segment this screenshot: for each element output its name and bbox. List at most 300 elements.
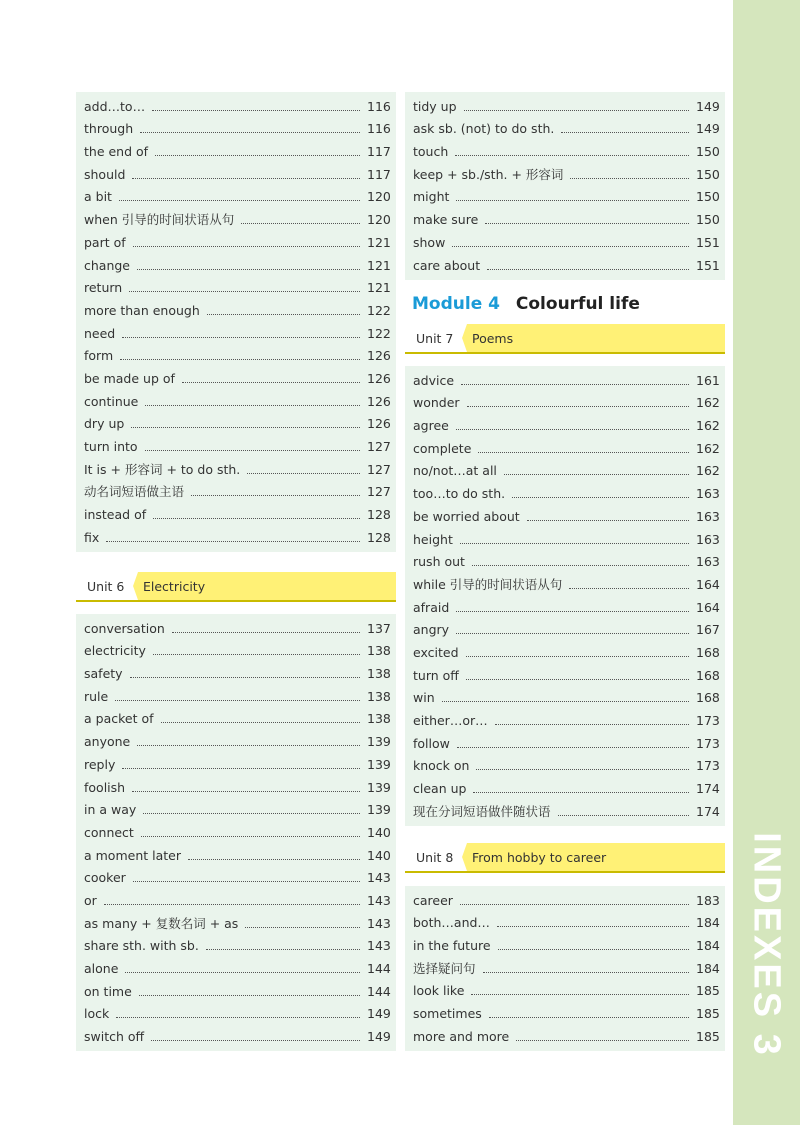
dot-leader bbox=[473, 792, 689, 793]
side-label: INDEXES 3 bbox=[745, 832, 788, 1058]
dot-leader bbox=[495, 724, 689, 725]
index-entry bbox=[84, 253, 389, 276]
entry-term: when 引导的时间状语从句 bbox=[84, 212, 235, 228]
dot-leader bbox=[457, 747, 689, 748]
entry-term: might bbox=[413, 189, 450, 205]
index-entry bbox=[413, 207, 718, 230]
index-entry bbox=[84, 502, 389, 525]
entry-term: the end of bbox=[84, 144, 149, 160]
entry-term: alone bbox=[84, 961, 119, 976]
entry-term: anyone bbox=[84, 734, 131, 750]
index-entry bbox=[413, 527, 718, 550]
dot-leader bbox=[476, 769, 689, 770]
unit-title: From hobby to career bbox=[472, 850, 607, 865]
entry-term: as many + 复数名词 + as bbox=[84, 915, 239, 931]
dot-leader bbox=[104, 904, 360, 905]
index-entry bbox=[413, 911, 718, 934]
entry-term: a bit bbox=[84, 189, 112, 205]
entry-term: cooker bbox=[84, 870, 126, 886]
index-entry bbox=[413, 686, 718, 709]
entry-page-number: 121 bbox=[367, 234, 391, 250]
entry-page-number: 162 bbox=[696, 418, 720, 434]
entry-term: part of bbox=[84, 234, 126, 250]
index-entry bbox=[413, 550, 718, 573]
index-entry bbox=[413, 459, 718, 482]
index-entry bbox=[84, 321, 389, 344]
entry-term: 现在分词短语做伴随状语 bbox=[413, 803, 551, 819]
index-entry bbox=[84, 843, 389, 866]
entry-term: ask sb. (not) to do sth. bbox=[413, 121, 555, 137]
entry-term: rule bbox=[84, 688, 109, 704]
index-entry bbox=[413, 504, 718, 527]
entry-page-number: 139 bbox=[367, 734, 391, 750]
index-entry bbox=[413, 413, 718, 436]
index-entry bbox=[413, 230, 718, 253]
entry-term: connect bbox=[84, 824, 134, 840]
unit-title: Poems bbox=[472, 331, 514, 346]
entry-term: care about bbox=[413, 257, 481, 273]
entry-page-number: 117 bbox=[367, 166, 391, 182]
entry-page-number: 164 bbox=[696, 576, 720, 592]
entry-term: sometimes bbox=[413, 1006, 482, 1022]
index-entry bbox=[84, 480, 389, 503]
dot-leader bbox=[132, 178, 360, 179]
dot-leader bbox=[120, 359, 360, 360]
entry-page-number: 137 bbox=[367, 620, 391, 636]
dot-leader bbox=[133, 246, 360, 247]
index-entry bbox=[413, 253, 718, 276]
entry-term: 选择疑问句 bbox=[413, 960, 476, 976]
entry-page-number: 164 bbox=[696, 599, 720, 615]
index-entry bbox=[413, 1024, 718, 1047]
index-entry bbox=[413, 979, 718, 1002]
dot-leader bbox=[466, 656, 689, 657]
unit-number: Unit 6 bbox=[87, 579, 125, 594]
entry-page-number: 127 bbox=[367, 484, 391, 500]
entry-page-number: 140 bbox=[367, 824, 391, 840]
index-entry bbox=[84, 207, 389, 230]
entry-term: tidy up bbox=[413, 98, 457, 114]
entry-page-number: 143 bbox=[367, 915, 391, 931]
entry-page-number: 173 bbox=[696, 735, 720, 751]
entry-page-number: 117 bbox=[367, 144, 391, 160]
index-entry bbox=[84, 230, 389, 253]
dot-leader bbox=[561, 132, 689, 133]
entry-term: a packet of bbox=[84, 711, 154, 727]
entry-term: in the future bbox=[413, 938, 491, 954]
index-entry bbox=[413, 618, 718, 641]
dot-leader bbox=[172, 632, 360, 633]
entry-page-number: 150 bbox=[696, 166, 720, 182]
entry-page-number: 163 bbox=[696, 531, 720, 547]
dot-leader bbox=[497, 926, 689, 927]
unit-7-header bbox=[405, 324, 725, 354]
index-entry bbox=[413, 572, 718, 595]
dot-leader bbox=[141, 836, 360, 837]
dot-leader bbox=[137, 269, 360, 270]
entry-page-number: 116 bbox=[367, 98, 391, 114]
entry-page-number: 163 bbox=[696, 554, 720, 570]
dot-leader bbox=[206, 949, 360, 950]
entry-page-number: 128 bbox=[367, 529, 391, 545]
dot-leader bbox=[570, 178, 689, 179]
index-list-left-2 bbox=[76, 614, 396, 1051]
entry-term: return bbox=[84, 280, 123, 296]
entry-page-number: 138 bbox=[367, 666, 391, 682]
index-entry bbox=[84, 798, 389, 821]
dot-leader bbox=[145, 405, 360, 406]
entry-page-number: 149 bbox=[696, 121, 720, 137]
entry-term: be made up of bbox=[84, 370, 175, 386]
dot-leader bbox=[241, 223, 360, 224]
index-entry bbox=[413, 933, 718, 956]
entry-page-number: 138 bbox=[367, 711, 391, 727]
entry-term: more and more bbox=[413, 1028, 510, 1044]
entry-term: win bbox=[413, 690, 435, 706]
dot-leader bbox=[489, 1017, 689, 1018]
entry-page-number: 184 bbox=[696, 960, 720, 976]
entry-page-number: 168 bbox=[696, 644, 720, 660]
entry-term: form bbox=[84, 348, 114, 364]
dot-leader bbox=[106, 541, 360, 542]
entry-page-number: 126 bbox=[367, 393, 391, 409]
index-entry bbox=[413, 117, 718, 140]
entry-term: fix bbox=[84, 529, 100, 545]
entry-term: more than enough bbox=[84, 302, 200, 318]
entry-page-number: 161 bbox=[696, 372, 720, 388]
entry-page-number: 173 bbox=[696, 713, 720, 728]
dot-leader bbox=[456, 429, 689, 430]
dot-leader bbox=[161, 722, 360, 723]
entry-page-number: 167 bbox=[696, 622, 720, 638]
entry-term: a moment later bbox=[84, 847, 181, 863]
entry-term: angry bbox=[413, 622, 450, 638]
entry-page-number: 144 bbox=[367, 983, 391, 999]
entry-page-number: 162 bbox=[696, 395, 720, 411]
dot-leader bbox=[456, 611, 689, 612]
entry-page-number: 121 bbox=[367, 280, 391, 296]
index-list-right-2 bbox=[405, 366, 725, 826]
entry-page-number: 151 bbox=[696, 234, 720, 250]
entry-page-number: 162 bbox=[696, 440, 720, 456]
entry-page-number: 168 bbox=[696, 690, 720, 706]
index-entry bbox=[84, 775, 389, 798]
dot-leader bbox=[456, 633, 689, 634]
index-entry bbox=[84, 820, 389, 843]
dot-leader bbox=[467, 406, 689, 407]
entry-page-number: 126 bbox=[367, 348, 391, 364]
entry-term: in a way bbox=[84, 802, 137, 818]
index-entry bbox=[84, 616, 389, 639]
dot-leader bbox=[512, 497, 689, 498]
entry-page-number: 127 bbox=[367, 461, 391, 477]
index-entry bbox=[84, 162, 389, 185]
entry-term: no/not…at all bbox=[413, 463, 497, 479]
dot-leader bbox=[140, 132, 360, 133]
entry-term: lock bbox=[84, 1006, 110, 1022]
dot-leader bbox=[143, 813, 360, 814]
entry-page-number: 127 bbox=[367, 439, 391, 454]
entry-term: complete bbox=[413, 440, 472, 456]
index-entry bbox=[84, 934, 389, 957]
entry-page-number: 139 bbox=[367, 756, 391, 772]
dot-leader bbox=[129, 291, 360, 292]
index-entry bbox=[413, 94, 718, 117]
entry-page-number: 174 bbox=[696, 803, 720, 819]
entry-page-number: 173 bbox=[696, 758, 720, 774]
dot-leader bbox=[516, 1040, 689, 1041]
index-entry bbox=[84, 866, 389, 889]
dot-leader bbox=[460, 904, 689, 905]
entry-page-number: 185 bbox=[696, 1006, 720, 1022]
entry-page-number: 183 bbox=[696, 892, 720, 908]
entry-term: be worried about bbox=[413, 508, 520, 524]
entry-term: 动名词短语做主语 bbox=[84, 484, 185, 500]
unit-number: Unit 8 bbox=[416, 850, 454, 865]
index-entry bbox=[84, 139, 389, 162]
dot-leader bbox=[460, 543, 689, 544]
entry-page-number: 139 bbox=[367, 802, 391, 818]
entry-term: change bbox=[84, 257, 131, 273]
dot-leader bbox=[472, 565, 689, 566]
index-entry bbox=[413, 481, 718, 504]
entry-page-number: 126 bbox=[367, 370, 391, 386]
index-list-right-3 bbox=[405, 886, 725, 1051]
entry-page-number: 149 bbox=[367, 1029, 391, 1045]
index-entry bbox=[84, 1002, 389, 1025]
entry-page-number: 174 bbox=[696, 781, 720, 797]
entry-term: safety bbox=[84, 666, 123, 682]
dot-leader bbox=[130, 677, 360, 678]
dot-leader bbox=[466, 679, 689, 680]
entry-page-number: 144 bbox=[367, 961, 391, 976]
dot-leader bbox=[131, 427, 360, 428]
entry-term: both…and… bbox=[413, 915, 490, 931]
entry-page-number: 162 bbox=[696, 463, 720, 479]
dot-leader bbox=[132, 791, 360, 792]
dot-leader bbox=[471, 994, 689, 995]
index-entry bbox=[84, 434, 389, 457]
index-entry bbox=[413, 640, 718, 663]
unit-6-header bbox=[76, 572, 396, 602]
entry-page-number: 120 bbox=[367, 212, 391, 228]
entry-term: show bbox=[413, 234, 446, 250]
index-entry bbox=[84, 525, 389, 548]
index-entry bbox=[84, 117, 389, 140]
index-entry bbox=[84, 752, 389, 775]
dot-leader bbox=[247, 473, 360, 474]
index-entry bbox=[84, 344, 389, 367]
entry-term: follow bbox=[413, 735, 450, 751]
entry-term: touch bbox=[413, 144, 449, 160]
entry-term: career bbox=[413, 892, 453, 908]
index-entry bbox=[84, 94, 389, 117]
entry-page-number: 168 bbox=[696, 667, 720, 683]
entry-page-number: 120 bbox=[367, 189, 391, 205]
entry-page-number: 150 bbox=[696, 189, 720, 205]
entry-term: too…to do sth. bbox=[413, 486, 506, 502]
entry-page-number: 143 bbox=[367, 938, 391, 954]
index-entry bbox=[413, 776, 718, 799]
entry-term: need bbox=[84, 325, 116, 341]
entry-term: afraid bbox=[413, 599, 450, 615]
dot-leader bbox=[191, 495, 360, 496]
entry-term: keep + sb./sth. + 形容词 bbox=[413, 166, 564, 182]
dot-leader bbox=[483, 972, 689, 973]
dot-leader bbox=[188, 859, 360, 860]
index-entry bbox=[413, 185, 718, 208]
unit-title: Electricity bbox=[143, 579, 206, 594]
entry-term: on time bbox=[84, 983, 132, 999]
entry-page-number: 151 bbox=[696, 257, 720, 273]
index-entry bbox=[84, 276, 389, 299]
entry-term: continue bbox=[84, 393, 139, 409]
dot-leader bbox=[504, 474, 689, 475]
unit-number: Unit 7 bbox=[416, 331, 454, 346]
entry-term: reply bbox=[84, 756, 116, 772]
entry-page-number: 138 bbox=[367, 688, 391, 704]
dot-leader bbox=[152, 110, 360, 111]
index-entry bbox=[413, 139, 718, 162]
entry-page-number: 163 bbox=[696, 486, 720, 502]
entry-page-number: 143 bbox=[367, 870, 391, 886]
dot-leader bbox=[133, 881, 360, 882]
entry-term: either…or… bbox=[413, 713, 488, 728]
entry-term: It is + 形容词 + to do sth. bbox=[84, 461, 241, 477]
index-entry bbox=[413, 799, 718, 822]
dot-leader bbox=[139, 995, 360, 996]
index-entry bbox=[413, 368, 718, 391]
index-entry bbox=[413, 1001, 718, 1024]
entry-term: knock on bbox=[413, 758, 470, 774]
dot-leader bbox=[119, 200, 360, 201]
entry-page-number: 140 bbox=[367, 847, 391, 863]
dot-leader bbox=[455, 155, 689, 156]
dot-leader bbox=[182, 382, 360, 383]
index-entry bbox=[84, 888, 389, 911]
dot-leader bbox=[456, 200, 689, 201]
index-entry bbox=[84, 684, 389, 707]
entry-term: advice bbox=[413, 372, 455, 388]
dot-leader bbox=[145, 450, 360, 451]
entry-term: add…to… bbox=[84, 98, 146, 114]
module-number: Module 4 bbox=[412, 294, 500, 314]
index-entry bbox=[84, 979, 389, 1002]
index-entry bbox=[413, 754, 718, 777]
entry-term: clean up bbox=[413, 781, 467, 797]
index-entry bbox=[84, 729, 389, 752]
dot-leader bbox=[461, 384, 689, 385]
entry-term: or bbox=[84, 892, 97, 908]
entry-term: make sure bbox=[413, 212, 479, 228]
dot-leader bbox=[498, 949, 689, 950]
dot-leader bbox=[155, 155, 360, 156]
dot-leader bbox=[487, 269, 689, 270]
index-entry bbox=[84, 366, 389, 389]
index-entry bbox=[84, 412, 389, 435]
index-entry bbox=[84, 457, 389, 480]
entry-page-number: 184 bbox=[696, 915, 720, 931]
entry-term: should bbox=[84, 166, 126, 182]
entry-page-number: 149 bbox=[367, 1006, 391, 1022]
entry-page-number: 122 bbox=[367, 302, 391, 318]
dot-leader bbox=[115, 700, 360, 701]
dot-leader bbox=[153, 654, 360, 655]
entry-term: through bbox=[84, 121, 134, 137]
entry-term: share sth. with sb. bbox=[84, 938, 199, 954]
index-entry bbox=[413, 731, 718, 754]
entry-term: excited bbox=[413, 644, 459, 660]
entry-term: instead of bbox=[84, 507, 147, 523]
entry-term: dry up bbox=[84, 416, 125, 432]
entry-page-number: 143 bbox=[367, 892, 391, 908]
entry-page-number: 150 bbox=[696, 212, 720, 228]
dot-leader bbox=[207, 314, 360, 315]
index-entry bbox=[413, 391, 718, 414]
entry-page-number: 163 bbox=[696, 508, 720, 524]
index-entry bbox=[413, 956, 718, 979]
entry-term: height bbox=[413, 531, 453, 547]
index-entry bbox=[413, 436, 718, 459]
dot-leader bbox=[569, 588, 689, 589]
index-entry bbox=[84, 185, 389, 208]
index-entry bbox=[84, 389, 389, 412]
dot-leader bbox=[464, 110, 689, 111]
entry-page-number: 184 bbox=[696, 938, 720, 954]
index-entry bbox=[413, 663, 718, 686]
dot-leader bbox=[485, 223, 689, 224]
entry-page-number: 126 bbox=[367, 416, 391, 432]
entry-page-number: 116 bbox=[367, 121, 391, 137]
entry-page-number: 128 bbox=[367, 507, 391, 523]
dot-leader bbox=[122, 337, 360, 338]
entry-page-number: 122 bbox=[367, 325, 391, 341]
entry-page-number: 185 bbox=[696, 983, 720, 999]
index-entry bbox=[84, 639, 389, 662]
entry-term: turn into bbox=[84, 439, 138, 454]
dot-leader bbox=[478, 452, 689, 453]
unit-8-header bbox=[405, 843, 725, 873]
entry-term: turn off bbox=[413, 667, 459, 683]
module-title: Colourful life bbox=[515, 294, 640, 314]
entry-term: electricity bbox=[84, 643, 146, 659]
entry-term: agree bbox=[413, 418, 449, 434]
dot-leader bbox=[245, 927, 360, 928]
dot-leader bbox=[125, 972, 360, 973]
dot-leader bbox=[153, 518, 360, 519]
index-list-left-1 bbox=[76, 92, 396, 552]
dot-leader bbox=[558, 815, 689, 816]
index-entry bbox=[84, 707, 389, 730]
index-entry bbox=[413, 162, 718, 185]
entry-term: foolish bbox=[84, 779, 126, 795]
entry-term: switch off bbox=[84, 1029, 145, 1045]
index-entry bbox=[84, 956, 389, 979]
entry-term: look like bbox=[413, 983, 465, 999]
module-heading bbox=[412, 294, 640, 314]
dot-leader bbox=[527, 520, 689, 521]
dot-leader bbox=[137, 745, 360, 746]
index-entry bbox=[413, 708, 718, 731]
index-entry bbox=[84, 298, 389, 321]
entry-term: wonder bbox=[413, 395, 460, 411]
index-list-right-1 bbox=[405, 92, 725, 280]
entry-term: while 引导的时间状语从句 bbox=[413, 576, 563, 592]
entry-page-number: 138 bbox=[367, 643, 391, 659]
dot-leader bbox=[442, 701, 689, 702]
entry-page-number: 121 bbox=[367, 257, 391, 273]
index-entry bbox=[84, 661, 389, 684]
